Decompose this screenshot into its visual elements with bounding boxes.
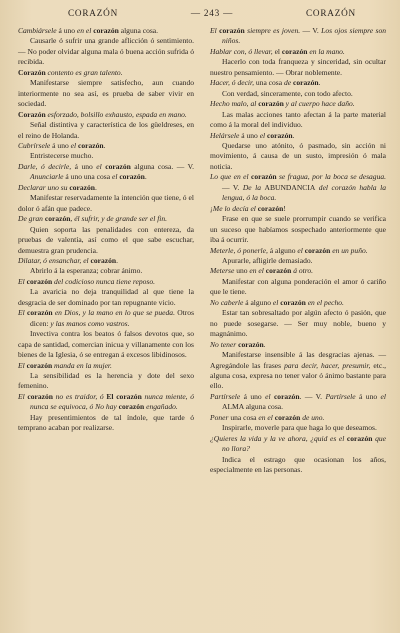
headword: corazón [27,391,53,401]
entry-definition [210,256,386,266]
entry-definition [210,110,386,131]
text-run: á uno [355,391,381,401]
text-run: Manifestarse insensible á las desgracias ajenas. — Agregándole las frases [210,350,386,370]
text-run: . [263,339,266,349]
text-run: el [297,245,305,255]
text-run: . [292,130,295,140]
text-run: en el [258,412,275,422]
text-run: de uno. [300,412,325,422]
text-run: nunca miente, ó nunca se equivoca, ó No hay [30,391,195,412]
entry-definition [210,455,386,476]
text-run: Con verdad, sinceramente, con todo afecto. [222,88,353,98]
text-run: Anunciarle [30,172,64,182]
entry-definition [210,308,386,339]
text-run: contento es gran talento. [45,67,123,77]
headword: corazón [105,161,131,171]
text-run: que no llora? [222,433,386,454]
entry-definition [210,350,386,392]
text-run: á uno [239,130,260,140]
text-run: Cubrírsele [18,140,51,150]
entry-definition [18,371,194,392]
headword: corazón [26,308,53,318]
text-run: Inspirarle, moverle para que haga lo que deseamos. [222,423,377,433]
text-run: Hacer, ó decir, [210,78,255,88]
text-run: y las manos como vastros. [50,318,130,328]
headword: Corazón [18,109,46,119]
text-run: para decir, hacer, presumir, [284,360,371,370]
text-run: Manifestar reservadamente la intención que tiene, ó el dolor ó afán que padece. [18,193,194,213]
text-run: y al cuerpo hace daño. [283,99,355,109]
text-run: De la [242,182,265,192]
entry-definition [210,57,386,78]
headword: corazón [90,255,117,265]
entry-heading [18,214,194,224]
entry-heading [18,26,194,36]
text-run: Quedarse uno atónito, ó pasmado, sin acción ni movimiento, á causa de un susto, impresión ó mala noticia. [210,140,386,171]
text-run: el [259,130,268,140]
header-left-title: CORAZÓN [68,8,119,18]
text-run: el [111,172,120,182]
text-run: no es traidor, ó [52,391,107,401]
headword: corazón [273,391,300,401]
text-run: . [116,255,118,265]
entry-definition [18,36,194,67]
text-run: en el [249,266,266,276]
entry-heading [210,266,386,276]
running-header [18,8,386,23]
headword: corazón [265,266,292,276]
headword: corazón [274,412,301,422]
text-run: Quien soporta las penalidades con entereza, da pruebas de valentía, así como el que sabe escuchar, demuestra gran prudencia. [18,224,194,255]
entry-heading [18,110,194,120]
text-run: Helársele [210,130,240,140]
entry-heading [210,47,386,57]
headword: corazón [219,26,245,35]
text-run: en el pecho. [305,297,344,307]
text-run: El [210,26,220,35]
entry-heading [210,340,386,350]
headword: corazón [26,360,53,370]
text-run: Entristecerse mucho. [30,151,94,161]
text-run: Hecho malo, al [210,99,259,109]
headword: corazón [258,99,284,109]
header-right-title: CORAZÓN [305,8,356,18]
text-run: Cambiársele [18,26,57,35]
text-run: el [96,161,106,171]
text-run: Hacerlo con toda franqueza y sinceridad, sin ocultar nuestro pensamiento. — Obrar noblemente. [210,57,386,77]
text-run: el [272,297,281,307]
entry-definition [210,214,386,245]
entry-definition [18,225,194,256]
entry-heading [210,78,386,88]
text-run: alguna cosa. — V. [130,161,194,171]
text-run: Causarle ó sufrir una grande aflicción ó sentimiento. — No poder olvidar alguna mala ó buena acción sufrida ó recibida. [18,36,194,67]
text-run: Indica el estrago que ocasionan los años, especialmente en las personas. [210,454,386,475]
entry-heading [18,361,194,371]
entry-heading [210,246,386,256]
text-run: del corazón habla la lengua, ó la boca. [222,182,386,203]
text-run: ¡Me lo decía el [210,203,258,213]
headword: corazón [44,214,71,224]
text-run: á alguno [267,245,298,255]
entry-definition [18,413,194,434]
text-run: Manifestar con alguna ponderación el amor ó cariño que le tiene. [210,276,386,297]
text-run: Señal distintiva y característica de los güeldreses, en el reino de Holanda. [18,120,194,140]
text-run: — V. [222,182,243,192]
entry-heading [18,141,194,151]
entry-heading [18,162,194,183]
text-run: esforzado, bolsillo exhausto, espada en mano. [45,109,187,119]
text-run: El [18,308,27,318]
text-run: Lo que en el [210,172,252,182]
text-run: El [18,276,27,286]
headword: corazón [281,46,308,56]
text-run: engañado. [144,402,178,412]
text-run: siempre es joven. [244,26,301,35]
text-run: el [272,46,282,56]
entry-definition [18,193,194,214]
headword: El corazón [106,391,142,401]
entry-definition [210,277,386,298]
text-run: De gran [18,214,45,224]
headword: corazón [69,182,95,192]
text-run: Manifestarse siempre satisfecho, aun cuando interiormente no sea así, es prueba de saber vivir en sociedad. [18,78,194,109]
entry-definition [18,266,194,276]
text-run: ! [283,203,286,213]
text-run: . — V. [299,391,326,401]
entry-definition [210,89,386,99]
headword: corazón [77,140,104,150]
text-run: alguna cosa. [243,402,283,412]
headword: corazón [280,297,306,307]
entry-heading [18,183,194,193]
text-run: ALMA [222,402,244,412]
text-run: Partírsele [325,391,356,401]
entry-definition [18,287,194,308]
text-run: Poner [210,412,229,422]
entry-heading [210,99,386,109]
entry-heading [210,172,386,203]
text-run: Abrirlo á la esperanza; cobrar ánimo. [30,266,143,276]
text-run: Los ojos siempre son niños. [222,26,387,46]
headword: corazón [118,402,145,412]
text-run: . [103,140,106,150]
text-run: se fragua, por la boca se desagua. [276,172,387,182]
entry-definition [18,151,194,161]
entry-heading [210,434,386,455]
text-run: á uno [71,161,97,171]
text-run: en la mano. [307,46,345,56]
text-run: ¿Quieres la vida y la ve ahora, ¿quid es el [210,433,347,443]
entry-definition [210,141,386,172]
text-run: á uno [240,391,266,401]
headword: corazón [346,433,373,443]
text-run: El [18,391,28,401]
headword: corazón [26,276,53,286]
entry-heading [210,298,386,308]
entry-definition [18,329,194,360]
entry-heading [18,256,194,266]
text-run: Frase en que se suele prorrumpir cuando se verifica un suceso que habíamos sospechado anteriormente que iba á ocurrir. [210,214,386,245]
entry-definition [210,423,386,433]
text-run: en un puño. [330,245,368,255]
headword: Corazón [18,67,46,77]
text-run: No tener [210,339,239,349]
text-run: Hay presentimientos de tal índole, que tarde ó temprano acaban por realizarse. [18,412,194,433]
headword: corazón [119,172,145,182]
text-run: Dilatar, ó ensanchar, el [18,255,91,265]
text-run: en el [76,26,94,35]
text-run: uno [234,266,250,276]
text-run: de [283,78,293,88]
entry-heading [210,26,386,47]
entry-heading [210,131,386,141]
headword: corazón [267,130,293,140]
entry-heading [18,68,194,78]
page-number: — 243 — [190,8,234,18]
text-run: — V. [300,26,322,35]
text-run: Otros dicen: [30,308,195,328]
text-run: en Dios, y la mano en lo que se pueda. [52,308,175,318]
text-run: . [94,182,97,192]
text-run: una cosa [254,78,284,88]
text-run: á alguno [243,297,273,307]
right-column [210,26,386,475]
entry-heading [210,392,386,413]
text-run: La avaricia no deja tranquilidad al que tiene la desgracia de ser dominado por tan repugnante vicio. [18,287,194,307]
text-run: Meterse [210,266,235,276]
text-run: manda en la mujer. [52,360,112,370]
text-run: Hablar con, ó llevar, [210,46,273,56]
headword: corazón [93,26,119,35]
text-run: Partírsele [210,391,241,401]
entry-heading [18,392,194,413]
text-run: á uno una cosa [63,172,112,182]
text-run: No caberle [210,297,244,307]
entry-definition [18,78,194,109]
headword: corazón [257,203,284,213]
text-run: El [18,360,27,370]
text-run: etc., alguna cosa, expresa no tener valor ó ánimo bastante para ello. [210,360,386,391]
text-run: ABUNDANCIA [264,182,316,192]
text-run: á otro. [291,266,314,276]
left-column [18,26,194,475]
text-columns [18,26,386,475]
entry-heading [18,308,194,329]
headword: corazón [238,339,264,349]
entry-definition [18,120,194,141]
text-run: á uno [50,140,71,150]
entry-heading [210,413,386,423]
headword: corazón [251,172,277,182]
text-run: Invectiva contra los beatos ó falsos devotos que, so capa de santidad, comercian inicua y villanamente con los bienes de la Iglesia, ó se entregan á excesos libidinosos. [18,329,194,360]
text-run: . [318,78,321,88]
entry-heading [210,204,386,214]
text-run: . [144,172,147,182]
text-run: alguna cosa. [118,26,159,35]
entry-heading [18,277,194,287]
headword: corazón [304,245,331,255]
text-run: á uno [56,26,77,35]
text-run: Apurarle, afligirle demasiado. [222,255,313,265]
text-run: La sensibilidad es la herencia y dote del sexo femenino. [18,370,194,391]
text-run: el [380,391,386,401]
text-run: del codicioso nunca tiene reposo. [52,276,156,286]
text-run: una cosa [228,412,259,422]
text-run: Las malas acciones tanto afectan á la parte material como á la moral del individuo. [210,109,386,130]
text-run: , él sufrir, y de grande ser el fin. [70,214,168,224]
text-run: el [70,140,78,150]
text-run: Declarar uno su [18,182,70,192]
text-run: Meterle, ó ponerle, [210,245,268,255]
text-run: Estar tan sobresaltado por algún afecto ó pasión, que no puede sosegarse. — Ser muy noble, bueno y magnánimo. [210,308,386,339]
text-run: Darle, ó decirle, [18,161,72,171]
text-run: el [265,391,274,401]
headword: corazón [293,78,319,88]
